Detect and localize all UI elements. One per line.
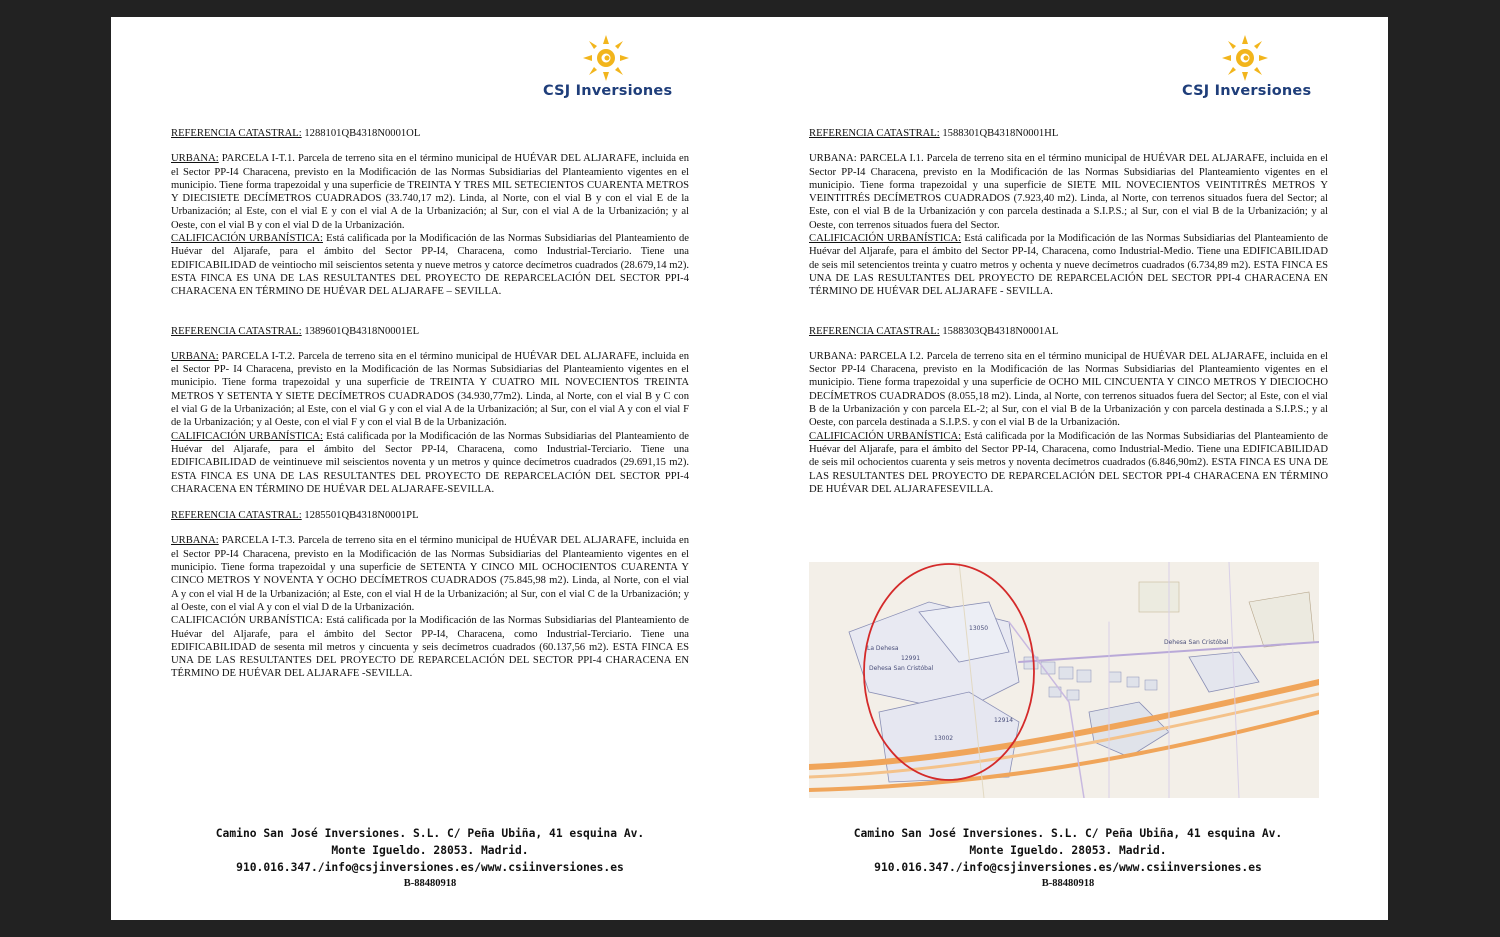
footer-address-line2: Monte Igueldo. 28053. Madrid. [969,844,1167,857]
urbana-text: PARCELA I.1. Parcela de terreno sita en el término municipal de HUÉVAR DEL ALJARAFE, incluida en el Sector PP-I4 Characena, previsto en la Modificación de las Normas Subsidiarias del Planteamiento vigentes en el municipio. Tiene forma trapezoidal y una superficie de SIETE MIL NOVECIENTOS VEINTITRÉS METROS Y VEINTITRÉS DECÍMETROS CUADRADOS (7.923,40 m2). Linda, al Norte, con terrenos situados fuera del Sector; al Este, con el vial B de la Urbanización y con parcela destinada a S.I.P.S.; al Sur, con el vial B de la Urbanización; y al Oeste, con terrenos situados fuera del Sector. [809,153,1328,231]
footer-address-line1: Camino San José Inversiones. S.L. C/ Peña Ubiña, 41 esquina Av. [853,827,1283,840]
brand-name: CSJ Inversiones [1182,83,1312,99]
page-footer [779,825,1357,892]
footer-address-line2: Monte Igueldo. 28053. Madrid. [331,844,529,857]
map-label: 12914 [994,717,1014,724]
calificacion-paragraph [171,614,689,680]
urbana-text: PARCELA I-T.2. Parcela de terreno sita en el término municipal de HUÉVAR DEL ALJARAFE, incluida en el Sector PP- I4 Characena, previsto en la Modificación de las Normas Subsidiarias del Planteamiento vigentes en el municipio. Tiene forma trapezoidal y una superficie de TREINTA Y CUATRO MIL NOVECIENTOS TREINTA METROS Y SETENTA Y SIETE DECÍMETROS CUADRADOS (34.930,77m2). Linda, al Norte, con el vial B y C con el vial G de la Urbanización; al Este, con el vial G y con el vial A de la Urbanización; al Sur, con el vial A y con el vial F de la Urbanización; y al Oeste, con el vial F y con el vial B de la Urbanización. [171,350,689,429]
brand-name: CSJ Inversiones [543,83,673,99]
footer-nif: B-88480918 [403,878,457,889]
map-graphic [809,562,1319,798]
urbana-label: URBANA: [809,153,857,165]
ref-label: REFERENCIA CATASTRAL: [809,325,940,337]
ref-value: 1285501QB4318N0001PL [304,510,419,522]
sun-icon [581,33,631,83]
ref-value: 1588303QB4318N0001AL [942,325,1059,337]
urbana-paragraph [809,152,1328,232]
footer-address-line1: Camino San José Inversiones. S.L. C/ Peña Ubiña, 41 esquina Av. [215,827,645,840]
cadastral-map [809,562,1319,798]
cadastral-reference [809,325,1328,338]
calif-text: Está calificada por la Modificación de las Normas Subsidiarias del Planteamiento de Huévar del Aljarafe, para el ámbito del Sector PP-I4, Characena, como Industrial-Terciario. Tiene una EDIFICABILIDAD de sesenta mil metros y cincuenta y seis decímetros cuadrados (60.137,56 m2). ESTA FINCA ES UNA DE LAS RESULTANTES DEL PROYECTO DE REPARCELACIÓN DEL SECTOR PPI-4 CHARACENA EN TÉRMINO DE HUÉVAR DEL ALJARAFE -SEVILLA. [171,615,689,680]
calificacion-paragraph [171,232,689,298]
map-label: La Dehesa [867,645,899,652]
ref-value: 1288101QB4318N0001OL [304,128,421,139]
cadastral-reference [809,127,1328,140]
ref-value: 1588301QB4318N0001HL [942,128,1059,139]
calif-label: CALIFICACIÓN URBANÍSTICA: [171,615,323,627]
calificacion-paragraph [809,430,1328,496]
map-label: 12991 [901,655,921,662]
footer-contact: 910.016.347./info@csjinversiones.es/www.csiinversiones.es [236,861,624,874]
urbana-label: URBANA: [171,535,219,547]
urbana-label: URBANA: [171,350,219,362]
left-body [171,127,689,681]
calif-text: Está calificada por la Modificación de las Normas Subsidiarias del Planteamiento de Huévar del Aljarafe, para el ámbito del Sector PP-I4, Characena, como Industrial-Terciario. Tiene una EDIFICABILIDAD de veintiocho mil seiscientos setenta y nueve metros y catorce decímetros cuadrados (28.679,14 m2). ESTA FINCA ES UNA DE LAS RESULTANTES DEL PROYECTO DE REPARCELACIÓN DEL SECTOR PPI-4 CHARACENA EN TÉRMINO DE HUÉVAR DEL ALJARAFE – SEVILLA. [171,233,689,298]
right-body [809,127,1328,496]
urbana-paragraph [171,350,689,430]
urbana-paragraph [171,534,689,614]
calif-label: CALIFICACIÓN URBANÍSTICA: [171,430,323,442]
footer-nif: B-88480918 [1041,878,1095,889]
urbana-text: PARCELA I-T.1. Parcela de terreno sita en el término municipal de HUÉVAR DEL ALJARAFE, incluida en el Sector PP-I4 Characena, previsto en la Modificación de las Normas Subsidiarias del Planteamiento vigentes en el municipio. Tiene forma trapezoidal y una superficie de TREINTA Y TRES MIL SETECIENTOS CUARENTA METROS Y DIECISIETE DECÍMETROS CUADRADOS (33.740,17 m2). Linda, al Norte, con el vial B y con el vial E de la Urbanización; al Este, con el vial E y con el vial A de la Urbanización; al Sur, con el vial A de la Urbanización; y al Oeste, con el vial B y con el vial D de la Urbanización. [171,153,689,231]
sun-icon [1220,33,1270,83]
cadastral-reference [171,127,689,140]
calif-text: Está calificada por la Modificación de las Normas Subsidiarias del Planteamiento de Huévar del Aljarafe, para el ámbito del Sector PP-I4, Characena, como Industrial-Terciario. Tiene una EDIFICABILIDAD de veintinueve mil seiscientos noventa y un metros y quince decímetros cuadrados (29.691,15 m2). ESTA FINCA ES UNA DE LAS RESULTANTES DEL PROYECTO DE REPARCELACIÓN DEL SECTOR PPI-4 CHARACENA EN TÉRMINO DE HUÉVAR DEL ALJARAFE-SEVILLA. [171,430,689,495]
cadastral-reference [171,509,689,522]
document-sheet [111,17,1388,920]
urbana-paragraph [809,350,1328,430]
urbana-text: PARCELA I-T.3. Parcela de terreno sita en el término municipal de HUÉVAR DEL ALJARAFE, incluida en el Sector PP-I4 Characena, previsto en la Modificación de las Normas Subsidiarias del Planteamiento vigentes en el municipio. Tiene forma trapezoidal y una superficie de SETENTA Y CINCO MIL OCHOCIENTOS CUARENTA Y CINCO METROS Y NOVENTA Y OCHO DECÍMETROS CUADRADOS (75.845,98 m2). Linda, al Norte, con el vial A y con el vial H de la Urbanización; al Este, con el vial H de la Urbanización; al Sur, con el vial C de la Urbanización; y al Oeste, con el vial A y con el vial D de la Urbanización. [171,535,689,613]
ref-label: REFERENCIA CATASTRAL: [171,128,302,139]
urbana-label: URBANA: [809,350,857,362]
calif-label: CALIFICACIÓN URBANÍSTICA: [809,430,962,442]
company-logo [543,33,683,105]
calif-label: CALIFICACIÓN URBANÍSTICA: [171,233,323,245]
calif-label: CALIFICACIÓN URBANÍSTICA: [809,233,962,245]
calificacion-paragraph [171,430,689,496]
cadastral-reference [171,325,689,338]
urbana-text: PARCELA I.2. Parcela de terreno sita en el término municipal de HUÉVAR DEL ALJARAFE, incluida en el Sector PP-I4 Characena, previsto en la Modificación de las Normas Subsidiarias del Planteamiento vigentes en el municipio. Tiene forma trapezoidal y una superficie de OCHO MIL CINCUENTA Y CINCO METROS Y DIECIOCHO DECÍMETROS CUADRADOS (8.055,18 m2). Linda, al Norte, con terrenos situados fuera del Sector; al Este, con el vial B de la Urbanización y con parcela EL-2; al Sur, con el vial B de la Urbanización y con parcela destinada a S.I.P.S.; y al Oeste, con parcela destinada a S.I.P.S. y con el vial B de la Urbanización. [809,350,1328,429]
company-logo [1182,33,1322,105]
map-label: 13050 [969,625,989,632]
urbana-label: URBANA: [171,153,219,165]
ref-value: 1389601QB4318N0001EL [304,325,420,337]
calificacion-paragraph [809,232,1328,298]
urbana-paragraph [171,152,689,232]
ref-label: REFERENCIA CATASTRAL: [171,510,302,522]
calif-text: Está calificada por la Modificación de las Normas Subsidiarias del Planteamiento de Huévar del Aljarafe, para el ámbito del Sector PP-I4, Characena, como Industrial-Medio. Tiene una EDIFICABILIDAD de seis mil ochocientos cuarenta y seis metros y noventa decímetros cuadrados (6.846,90m2). ESTA FINCA ES UNA DE LAS RESULTANTES DEL PROYECTO DE REPARCELACIÓN DEL SECTOR PPI-4 CHARACENA EN TÉRMINO DE HUÉVAR DEL ALJARAFESEVILLA. [809,430,1328,495]
ref-label: REFERENCIA CATASTRAL: [809,128,940,139]
map-label: Dehesa San Cristóbal [1164,639,1229,646]
ref-label: REFERENCIA CATASTRAL: [171,325,302,337]
calif-text: Está calificada por la Modificación de las Normas Subsidiarias del Planteamiento de Huévar del Aljarafe, para el ámbito del Sector PP-I4, Characena, como Industrial-Medio. Tiene una EDIFICABILIDAD de seis mil setencientos treinta y cuatro metros y ochenta y nueve decímetros cuadrados (6.734,89 m2). ESTA FINCA ES UNA DE LAS RESULTANTES DEL PROYECTO DE REPARCELACIÓN DEL SECTOR PPI-4 CHARACENA EN TÉRMINO DE HUÉVAR DEL ALJARAFE - SEVILLA. [809,233,1328,298]
map-label: Dehesa San Cristóbal [869,665,934,672]
page-footer [141,825,719,892]
left-page [111,17,749,920]
footer-contact: 910.016.347./info@csjinversiones.es/www.csiinversiones.es [874,861,1262,874]
map-label: 13002 [934,735,954,742]
right-page [749,17,1387,920]
